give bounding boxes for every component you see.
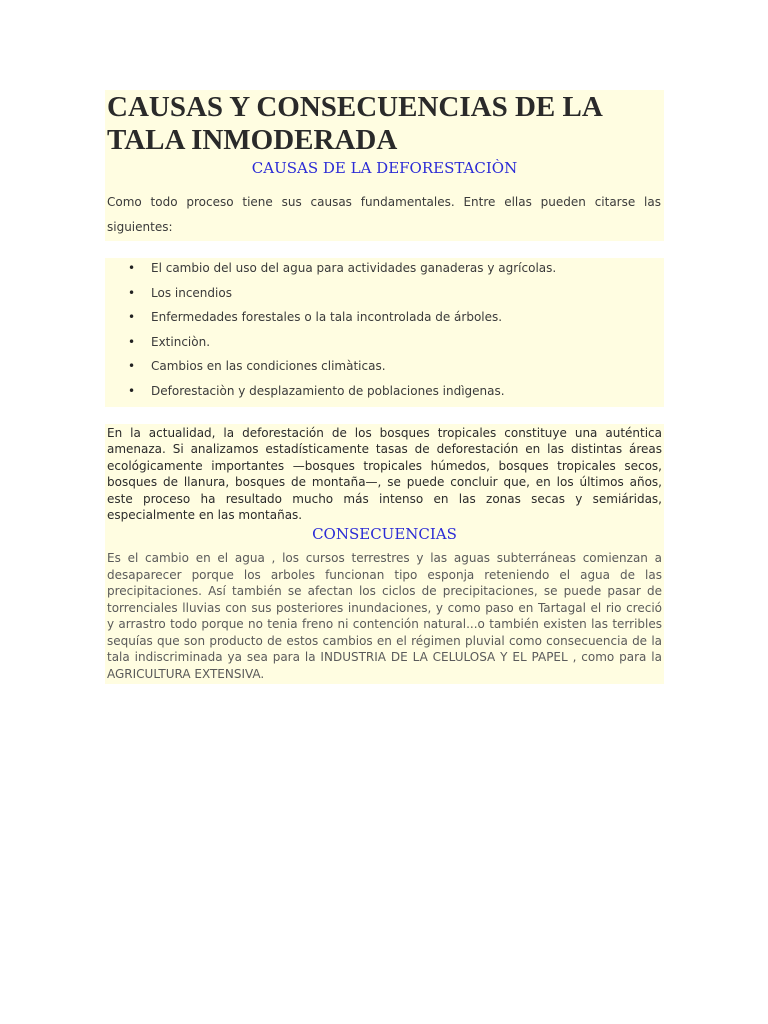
causes-list	[105, 258, 664, 405]
causes-heading: CAUSAS DE LA DEFORESTACIÒN	[251, 159, 518, 177]
consequences-paragraph: Es el cambio en el agua , los cursos terrestres y las aguas subterráneas comienzan a desaparecer porque los arboles funcionan tipo esponja reteniendo el agua de las precipitaciones. Así también se afectan los ciclos de precipitaciones, se puede pasar de torrenciales lluvias con sus posteriores inundaciones, y como paso en Tartagal el rio creció y arrastro todo porque no tenia freno ni contención natural...o también existen las terribles sequías que son producto de estos cambios en el régimen pluvial como consecuencia de la tala indiscriminada ya sea para la INDUSTRIA DE LA CELULOSA Y EL PAPEL , como para la AGRICULTURA EXTENSIVA.	[107, 551, 662, 681]
list-item	[105, 356, 664, 381]
consequences-section	[105, 524, 664, 684]
list-item-text: El cambio del uso del agua para actividades ganaderas y agrícolas.	[151, 261, 557, 275]
list-item	[105, 307, 664, 332]
bullet-icon: •	[128, 285, 136, 300]
document-title: CAUSAS Y CONSECUENCIAS DE LA TALA INMODERADA	[107, 91, 602, 156]
bullet-icon: •	[128, 310, 136, 324]
causes-list-section	[105, 258, 664, 407]
consequences-heading: CONSECUENCIAS	[312, 525, 457, 543]
bullet-icon: •	[128, 359, 136, 373]
list-item-text: Cambios en las condiciones climàticas.	[151, 359, 386, 373]
list-item	[105, 258, 664, 283]
list-item	[105, 283, 664, 308]
deforestation-paragraph: En la actualidad, la deforestación de los bosques tropicales constituye una auténtica amenaza. Si analizamos estadísticamente tasas de deforestación en las distintas áreas ecológicamente importantes —bosques tropicales húmedos, bosques tropicales secos, bosques de llanura, bosques de montaña—, se puede concluir que, en los últimos años, este proceso ha resultado mucho más intenso en las zonas secas y semiáridas, especialmente en las montañas.	[107, 426, 662, 523]
list-item-text: Enfermedades forestales o la tala incontrolada de árboles.	[151, 310, 503, 324]
bullet-icon: •	[128, 383, 136, 398]
deforestation-section	[105, 424, 664, 524]
intro-paragraph: Como todo proceso tiene sus causas fundamentales. Entre ellas pueden citarse las siguientes:	[107, 195, 661, 234]
list-item-text: Deforestaciòn y desplazamiento de poblaciones indìgenas.	[151, 383, 505, 398]
list-item-text: Los incendios	[151, 285, 232, 300]
title-section	[105, 90, 664, 241]
list-item	[105, 381, 664, 406]
bullet-icon: •	[128, 334, 136, 349]
list-item	[105, 332, 664, 357]
bullet-icon: •	[128, 261, 136, 275]
list-item-text: Extinciòn.	[151, 334, 211, 349]
